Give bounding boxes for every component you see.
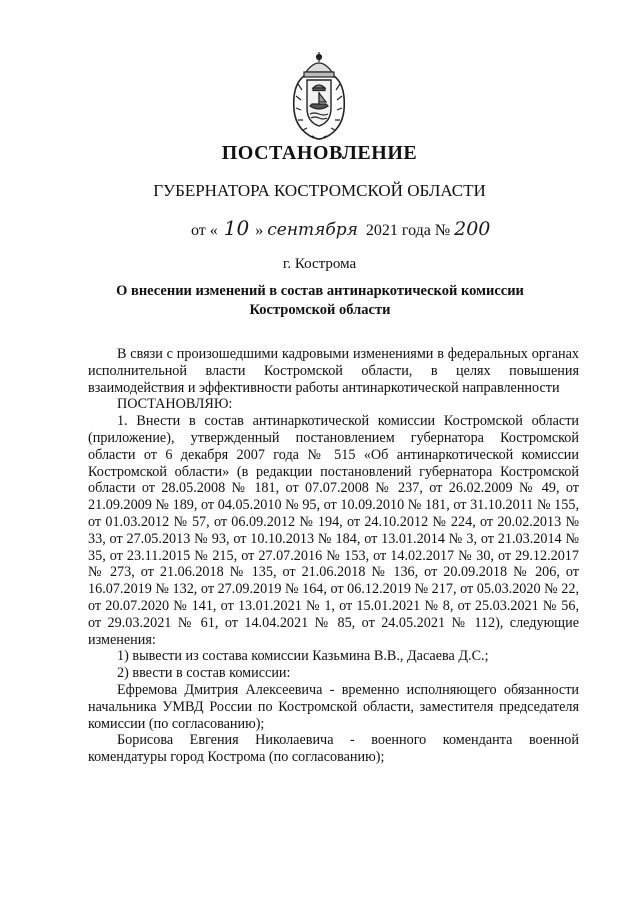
sub-item-2: 2) ввести в состав комиссии: <box>117 665 291 682</box>
date-mid: » <box>255 222 264 239</box>
document-issuer: ГУБЕРНАТОРА КОСТРОМСКОЙ ОБЛАСТИ <box>153 181 486 200</box>
coat-of-arms-icon <box>284 50 354 145</box>
date-prefix: от « <box>191 222 218 239</box>
heading-line-2: Костромской области <box>249 302 391 318</box>
decree-word: ПОСТАНОВЛЯЮ: <box>117 396 233 413</box>
document-title: ПОСТАНОВЛЕНИЕ <box>221 142 418 164</box>
date-month-handwritten: сентября <box>267 220 358 240</box>
document-body <box>88 346 579 766</box>
item-1-paragraph: 1. Внести в состав антинаркотической комиссии Костромской области (приложение), утвержденный постановлением губернатора Костромской области от 6 декабря 2007 года № 515 «Об антинаркотической комиссии Костромской области» (в редакции постановлений губернатора Костромской области от 28.05.2008 № 181, от 07.07.2008 № 237, от 26.02.2009 № 49, от 21.09.2009 № 189, от 04.05.2010 № 95, от 10.09.2010 № 181, от 31.10.2011 № 155, от 01.03.2012 № 57, от 06.09.2012 № 194, от 24.10.2012 № 224, от 20.02.2013 № 33, от 27.05.2013 № 93, от 10.10.2013 № 184, от 13.01.2014 № 3, от 21.03.2014 № 35, от 23.11.2015 № 215, от 27.07.2016 № 153, от 14.02.2017 № 30, от 29.12.2017 № 273, от 21.06.2018 № 135, от 21.06.2018 № 136, от 20.09.2018 № 206, от 16.07.2019 № 132, от 27.09.2019 № 164, от 06.12.2019 № 217, от 05.03.2020 № 22, от 20.07.2020 № 141, от 13.01.2021 № 1, от 15.01.2021 № 8, от 25.03.2021 № 56, от 29.03.2021 № 61, от 14.04.2021 № 85, от 24.05.2021 № 112), следующие изменения: <box>88 413 579 648</box>
city: г. Кострома <box>282 256 357 272</box>
document-heading <box>80 282 560 320</box>
date-year: 2021 года <box>365 222 431 239</box>
heading-line-1: О внесении изменений в состав антинаркотической комиссии <box>116 283 524 299</box>
person-1-paragraph: Ефремова Дмитрия Алексеевича - временно исполняющего обязанности начальника УМВД России по Костромской области, заместителя председателя комиссии (по согласованию); <box>88 681 579 732</box>
number-sign: № <box>434 222 451 239</box>
person-2-paragraph: Борисова Евгения Николаевича - военного коменданта военной комендатуры город Кострома (по согласованию); <box>88 732 579 766</box>
sub-item-1: 1) вывести из состава комиссии Казьмина В.В., Дасаева Д.С.; <box>117 648 489 665</box>
intro-paragraph: В связи с произошедшими кадровыми изменениями в федеральных органах исполнительной власти Костромской области, в целях повышения взаимодействия и эффективности работы антинаркотической направленности <box>88 346 579 396</box>
date-line <box>191 216 490 240</box>
date-day-handwritten: 10 <box>223 216 250 240</box>
document-number-handwritten: 200 <box>454 218 491 240</box>
